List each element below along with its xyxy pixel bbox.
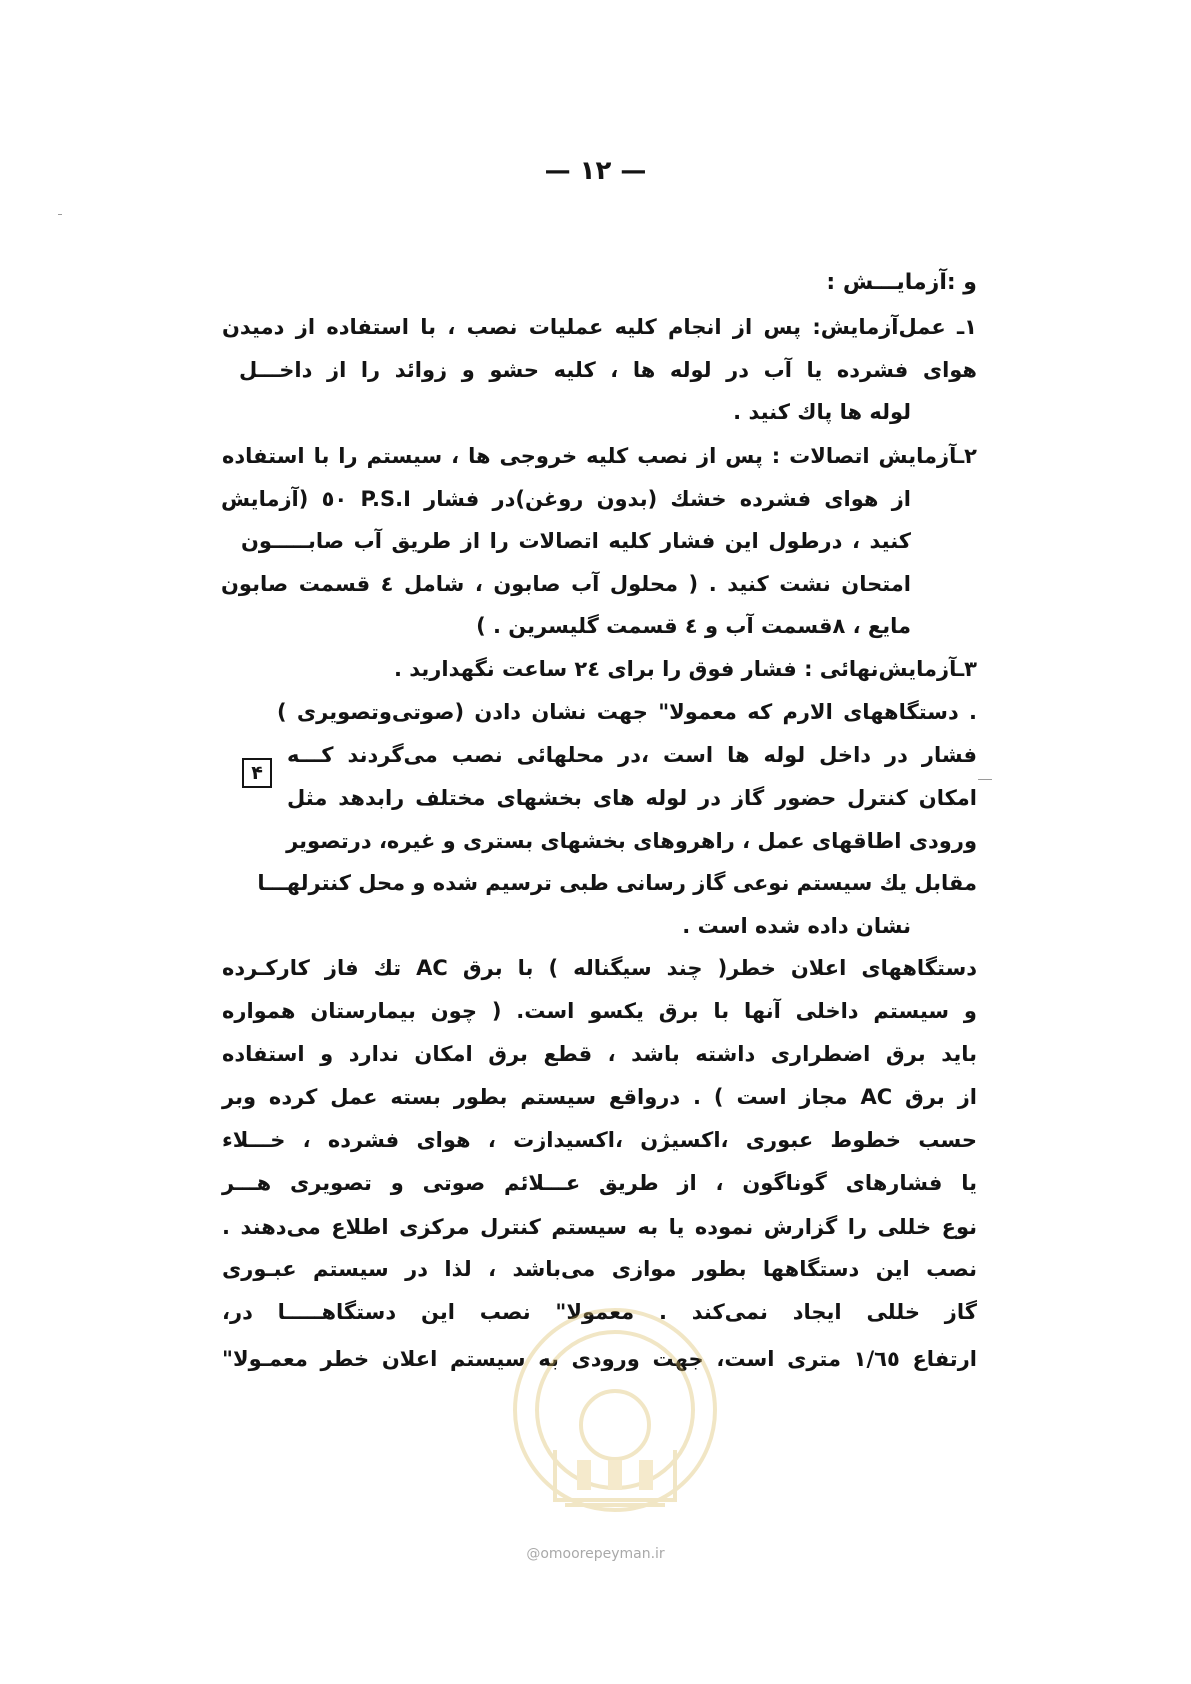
text-line-12: امکان کنترل حضور گاز در لوله های بخشهای مختلف رابدهد مثل: [287, 786, 977, 810]
margin-mark: [58, 214, 62, 215]
text-line-18: باید برق اضطراری داشته باشد ، قطع برق امکان ندارد و استفاده: [222, 1042, 977, 1066]
text-line-25: ارتفاع ١/٦٥ متری است، جهت ورودی به سیستم اعلان خطر معمـولا": [222, 1347, 977, 1371]
section-title: و :آزمایـــش :: [826, 270, 977, 295]
text-line-24: گاز خللی ایجاد نمی‌کند . معمولا" نصب این دستگاهـــــا در،: [222, 1300, 977, 1324]
text-line-20: حسب خطوط عبوری ،اکسیژن ،اکسیدازت ، هوای فشرده ، خـــلاء: [222, 1128, 977, 1152]
text-line-11: فشار در داخل لوله ها است ،در محلهائی نصب می‌گردند کـــه: [287, 743, 977, 767]
text-line-7: امتحان نشت کنید . ( محلول آب صابون ، شامل ٤ قسمت صابون: [221, 572, 911, 596]
watermark-handle: @omoorepeyman.ir: [526, 1546, 665, 1562]
text-line-6: کنید ، درطول این فشار کلیه اتصالات را از طریق آب صابـــــون: [241, 529, 911, 553]
text-line-4: ۲ـآزمایش اتصالات : پس از نصب کلیه خروجی ها ، سیستم را با استفاده: [222, 444, 977, 468]
text-line-21: یا فشارهای گوناگون ، از طریق عـــلائم صوتی و تصویری هـــر: [222, 1171, 977, 1195]
text-line-16: دستگاههای اعلان خطر( چند سیگناله ) با برق AC تك فاز کارکـرده: [222, 956, 977, 980]
text-line-8: مایع ، ٨قسمت آب و ٤ قسمت گلیسرین . ): [476, 614, 911, 638]
text-line-13: ورودی اطاقهای عمل ، راهروهای بخشهای بستری و غیره، درتصویر: [286, 829, 977, 853]
margin-mark: [978, 779, 992, 780]
text-line-10: . دستگاههای الارم که معمولا" جهت نشان دادن (صوتی‌وتصویری ): [277, 700, 977, 724]
watermark-seal: [495, 1290, 735, 1550]
text-line-2: هوای فشرده یا آب در لوله ها ، کلیه حشو و زوائد را از داخـــل: [239, 358, 977, 382]
text-line-17: و سیستم داخلی آنها با برق یکسو است. ( چون بیمارستان همواره: [222, 999, 977, 1023]
text-line-5: از هوای فشرده خشك (بدون روغن)در فشار P.S.I ٥٠ (آزمایش: [221, 487, 912, 511]
text-line-23: نصب این دستگاهها بطور موازی می‌باشد ، لذا در سیستم عبـوری: [222, 1257, 977, 1281]
text-line-15: نشان داده شده است .: [682, 914, 911, 938]
item-number-box: ۴: [242, 758, 272, 788]
page-number: — ١٢ —: [544, 156, 647, 186]
text-line-14: مقابل یك سیستم نوعی گاز رسانی طبی ترسیم شده و محل کنترلهـــا: [257, 871, 977, 895]
text-line-1: ١ـ عمل‌آزمایش: پس از انجام کلیه عملیات نصب ، با استفاده از دمیدن: [222, 315, 977, 339]
text-line-3: لوله ها پاك کنید .: [733, 400, 911, 424]
text-line-19: از برق AC مجاز است ) . درواقع سیستم بطور بسته عمل کرده وبر: [222, 1085, 977, 1109]
text-line-22: نوع خللی را گزارش نموده یا به سیستم کنترل مرکزی اطلاع می‌دهند .: [222, 1215, 977, 1239]
text-line-9: ۳ـآزمایش‌نهائی : فشار فوق را برای ٢٤ ساعت نگهدارید .: [394, 657, 977, 681]
